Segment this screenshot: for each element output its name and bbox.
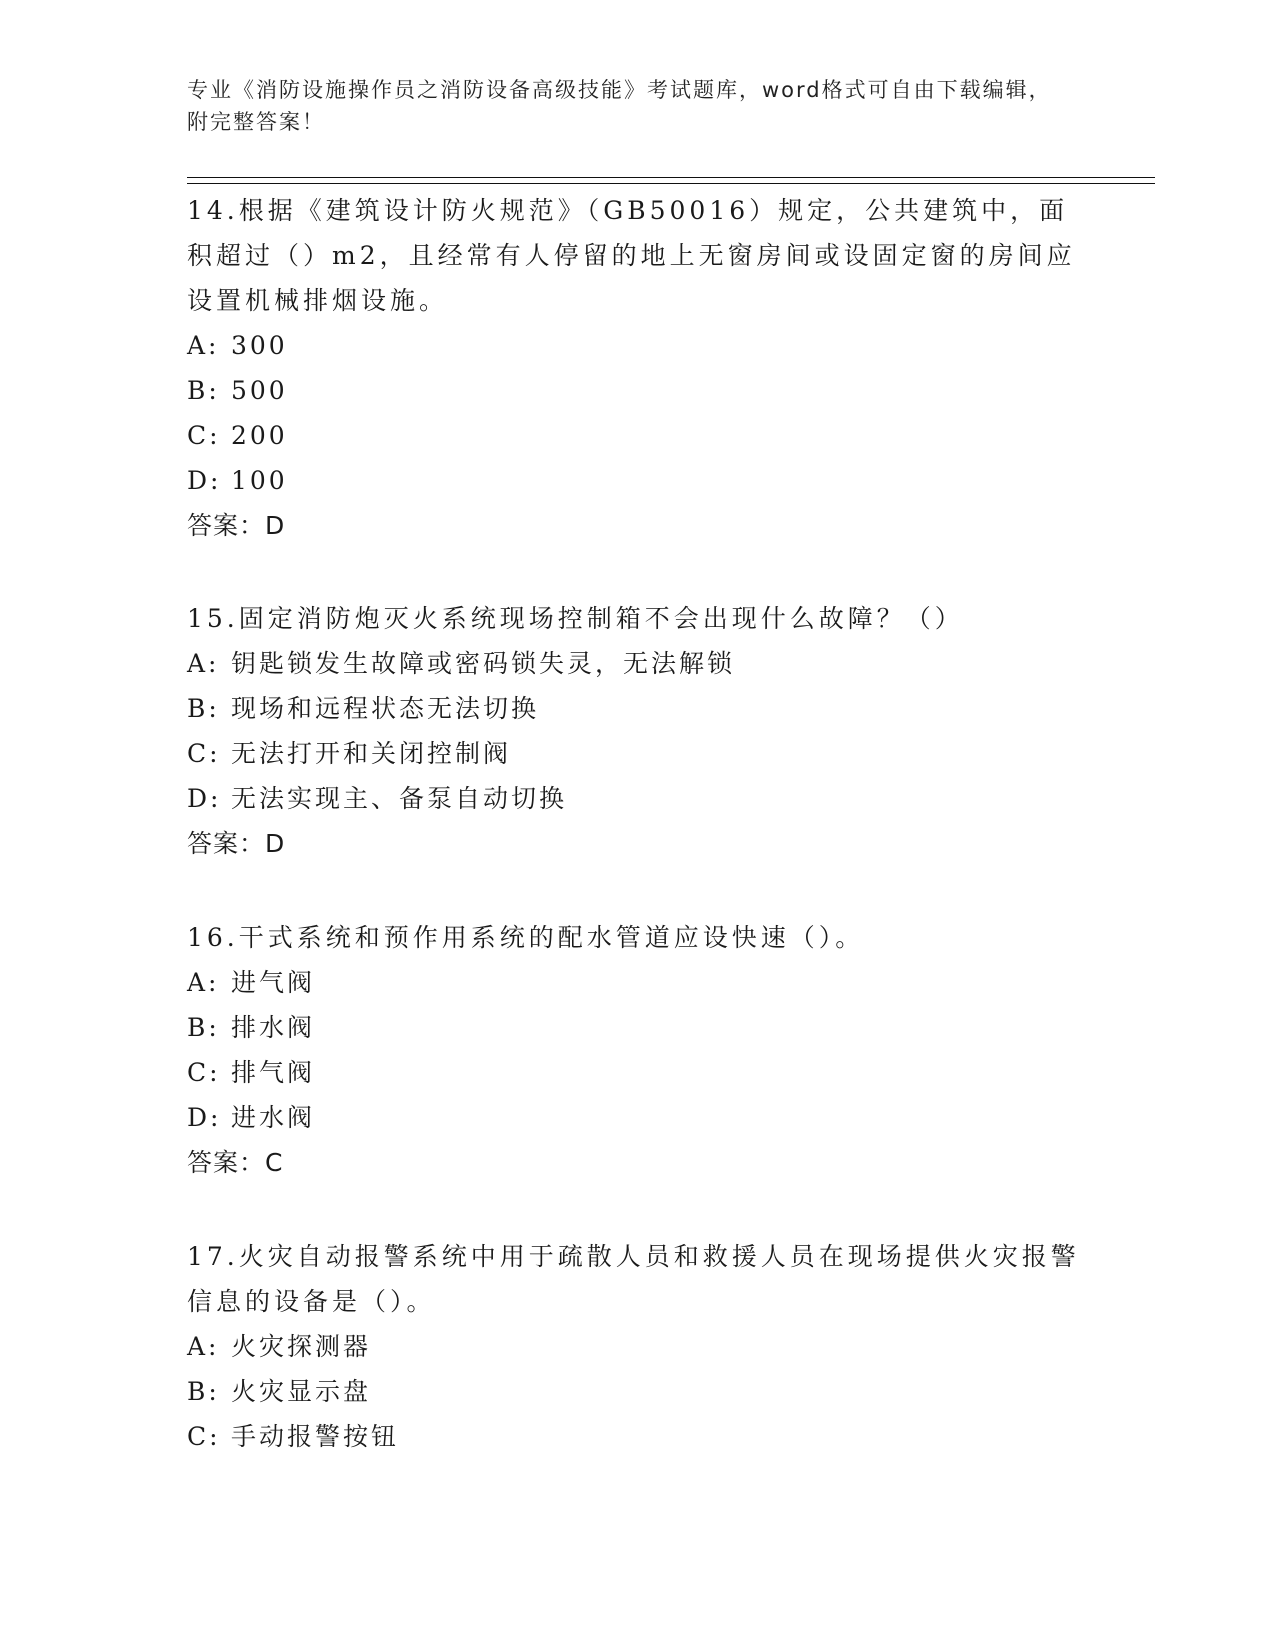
header-divider-top	[187, 177, 1155, 178]
option-b	[187, 1369, 1087, 1414]
option-text: 无法实现主、备泵自动切换	[231, 784, 568, 813]
option-key: B:	[187, 1377, 220, 1406]
option-text: 钥匙锁发生故障或密码锁失灵，无法解锁	[231, 649, 736, 678]
answer-line: 答案：C	[187, 1148, 284, 1177]
header-intro: 专业《消防设施操作员之消防设备高级技能》考试题库，word格式可自由下载编辑，附完整答案！	[187, 78, 1052, 134]
option-key: B:	[187, 1013, 220, 1042]
option-key: B:	[187, 376, 220, 405]
option-key: C:	[187, 421, 221, 450]
option-c	[187, 731, 1087, 776]
option-key: B:	[187, 694, 220, 723]
option-d	[187, 458, 1087, 503]
option-key: C:	[187, 1058, 221, 1087]
option-c	[187, 413, 1087, 458]
question-stem: 17.火灾自动报警系统中用于疏散人员和救援人员在现场提供火灾报警信息的设备是（）。	[187, 1242, 1080, 1316]
question-stem: 14.根据《建筑设计防火规范》（GB50016）规定，公共建筑中，面积超过（）m2，且经常有人停留的地上无窗房间或设固定窗的房间应设置机械排烟设施。	[187, 196, 1076, 315]
option-text: 火灾探测器	[231, 1332, 372, 1361]
option-key: D:	[187, 784, 222, 813]
answer-line: 答案：D	[187, 829, 286, 858]
question-16	[187, 915, 1087, 1185]
option-text: 排气阀	[231, 1058, 316, 1087]
header-divider-bottom	[187, 183, 1155, 184]
option-text: 进水阀	[231, 1103, 316, 1132]
option-text: 手动报警按钮	[231, 1422, 400, 1451]
question-stem: 16.干式系统和预作用系统的配水管道应设快速（）。	[187, 923, 865, 952]
question-stem: 15.固定消防炮灭火系统现场控制箱不会出现什么故障？（）	[187, 604, 964, 633]
option-a	[187, 1324, 1087, 1369]
option-a	[187, 641, 1087, 686]
question-14	[187, 188, 1087, 548]
option-key: A:	[187, 331, 220, 360]
option-c	[187, 1414, 1087, 1459]
option-text: 排水阀	[231, 1013, 316, 1042]
option-d	[187, 1095, 1087, 1140]
option-text: 500	[231, 376, 288, 405]
option-key: C:	[187, 1422, 221, 1451]
option-b	[187, 368, 1087, 413]
option-text: 200	[231, 421, 288, 450]
option-key: D:	[187, 1103, 222, 1132]
option-key: A:	[187, 1332, 220, 1361]
question-17	[187, 1234, 1087, 1459]
option-b	[187, 1005, 1087, 1050]
option-c	[187, 1050, 1087, 1095]
option-key: A:	[187, 649, 220, 678]
option-d	[187, 776, 1087, 821]
option-text: 现场和远程状态无法切换	[231, 694, 540, 723]
option-key: C:	[187, 739, 221, 768]
option-text: 100	[231, 466, 288, 495]
option-a	[187, 960, 1087, 1005]
option-b	[187, 686, 1087, 731]
option-key: D:	[187, 466, 222, 495]
option-text: 进气阀	[231, 968, 316, 997]
answer-line: 答案：D	[187, 511, 286, 540]
option-text: 火灾显示盘	[231, 1377, 372, 1406]
option-text: 无法打开和关闭控制阀	[231, 739, 512, 768]
option-text: 300	[231, 331, 288, 360]
question-15	[187, 596, 1087, 866]
option-a	[187, 323, 1087, 368]
option-key: A:	[187, 968, 220, 997]
